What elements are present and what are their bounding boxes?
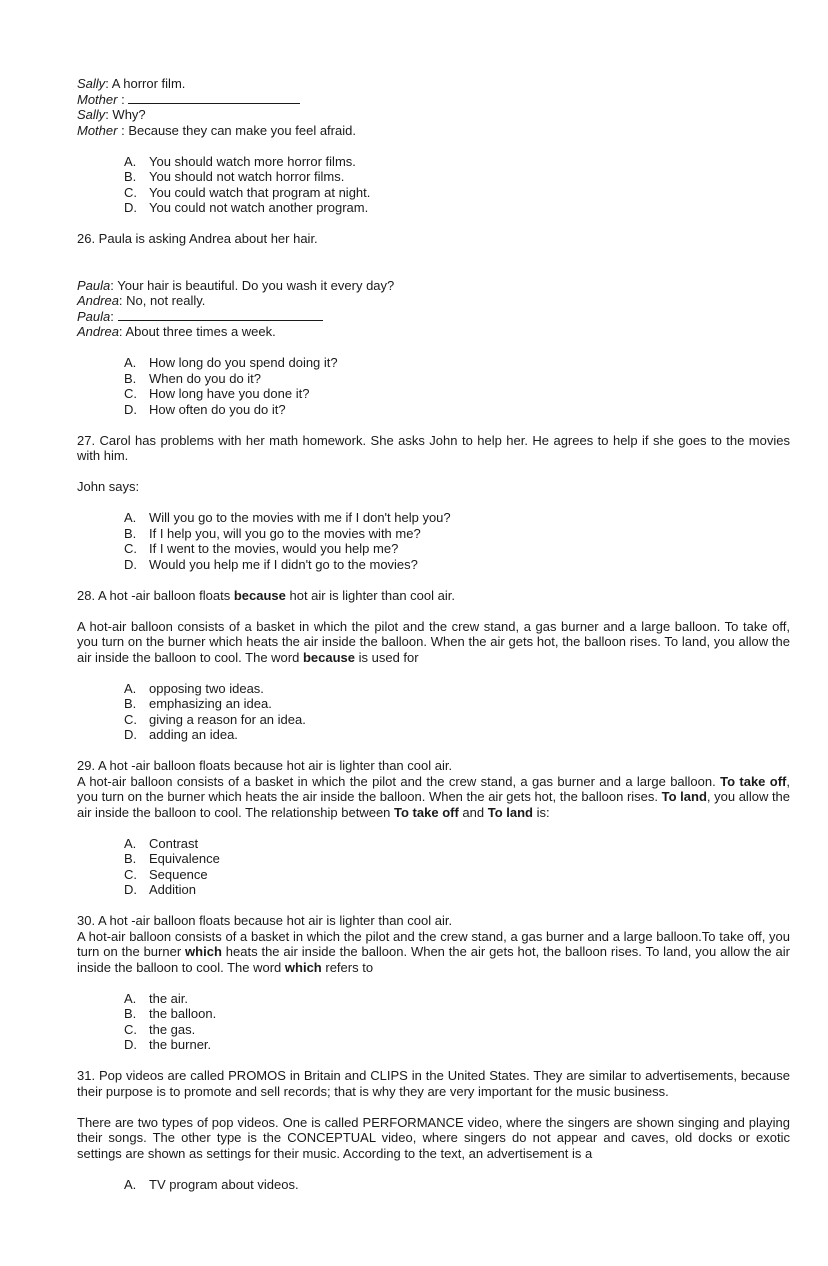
reading-passage: A hot-air balloon consists of a basket in which the pilot and the crew stand, a gas burner and a large balloon. To take off, you turn on the burner which heats the air inside the balloon. When the air gets hot, the balloon rises. To land, you allow the air inside the balloon to cool. The word because is used for — [77, 618, 790, 665]
speaker-name: Paula — [77, 277, 111, 293]
dialog-line: Andrea: No, not really. — [77, 293, 206, 308]
option-c[interactable]: C. giving a reason for an idea. — [124, 711, 306, 727]
option-c[interactable]: C. Sequence — [124, 866, 208, 882]
question-prompt: John says: — [77, 479, 140, 494]
option-d[interactable]: D. adding an idea. — [124, 727, 238, 742]
dialog-line: Paula: — [77, 309, 790, 325]
options-list — [77, 991, 790, 1053]
speaker-name: Sally — [77, 107, 106, 122]
option-a[interactable]: A. Contrast — [124, 835, 199, 851]
option-c[interactable]: C. You could watch that program at night. — [124, 184, 371, 200]
option-a[interactable]: A. opposing two ideas. — [124, 680, 264, 696]
option-d[interactable]: D. How often do you do it? — [124, 401, 286, 417]
options-list — [77, 1177, 790, 1193]
question-stem: 29. A hot -air balloon floats because hot air is lighter than cool air. — [77, 758, 453, 773]
option-d[interactable]: D. the burner. — [124, 1037, 212, 1052]
reading-passage: A hot-air balloon consists of a basket in which the pilot and the crew stand, a gas burner and a large balloon. To take off, you turn on the burner which heats the air inside the balloon. When the air gets hot, the balloon rises. To land, you allow the air inside the balloon to cool. The relationship between To take off and To land is: — [77, 773, 791, 820]
option-b[interactable]: B. emphasizing an idea. — [124, 696, 272, 711]
speaker-name: Andrea — [77, 293, 119, 308]
dialog-paula-andrea — [77, 278, 790, 340]
document-page — [77, 76, 790, 1192]
dialog-line: Andrea: About three times a week. — [77, 324, 276, 339]
options-list — [77, 681, 790, 743]
speaker-name: Mother — [77, 91, 118, 107]
question-stem: 26. Paula is asking Andrea about her hair. — [77, 231, 318, 246]
reading-passage: A hot-air balloon consists of a basket in which the pilot and the crew stand, a gas burner and a large balloon.To take off, you turn on the burner which heats the air inside the balloon. When the air gets hot, the balloon rises. To land, you allow the air inside the balloon to cool. The word which refers to — [77, 928, 790, 975]
option-b[interactable]: B. When do you do it? — [124, 370, 262, 386]
dialog-sally-mother — [77, 76, 790, 138]
dialog-line: Paula: Your hair is beautiful. Do you wash it every day? — [77, 277, 395, 293]
option-b[interactable]: B. the balloon. — [124, 1006, 217, 1021]
option-a[interactable]: A. You should watch more horror films. — [124, 153, 356, 169]
option-d[interactable]: D. You could not watch another program. — [124, 200, 369, 215]
option-a[interactable]: A. Will you go to the movies with me if I don't help you? — [124, 510, 451, 525]
options-list — [77, 510, 790, 572]
option-c[interactable]: C. If I went to the movies, would you help me? — [124, 541, 399, 556]
option-b[interactable]: B. You should not watch horror films. — [124, 169, 345, 184]
dialog-line: Sally: Why? — [77, 107, 146, 122]
options-list — [77, 355, 790, 417]
question-stem: 30. A hot -air balloon floats because hot air is lighter than cool air. — [77, 913, 453, 928]
option-a[interactable]: A. the air. — [124, 990, 189, 1006]
option-b[interactable]: B. If I help you, will you go to the movies with me? — [124, 525, 421, 541]
options-list — [77, 836, 790, 898]
speaker-name: Paula — [77, 308, 111, 324]
question-stem: 28. A hot -air balloon floats because hot air is lighter than cool air. — [77, 587, 455, 603]
reading-passage: There are two types of pop videos. One is called PERFORMANCE video, where the singers are shown singing and playing their songs. The other type is the CONCEPTUAL video, where singers do not appear and caves, old docks or exotic settings are shown as settings for their music. According to the text, an advertisement is a — [77, 1114, 790, 1161]
option-b[interactable]: B. Equivalence — [124, 851, 220, 866]
answer-blank — [118, 309, 323, 321]
option-c[interactable]: C. How long have you done it? — [124, 386, 310, 401]
answer-blank — [128, 92, 300, 104]
dialog-line: Mother : Because they can make you feel afraid. — [77, 122, 356, 138]
option-c[interactable]: C. the gas. — [124, 1021, 196, 1037]
option-d[interactable]: D. Would you help me if I didn't go to the movies? — [124, 556, 418, 572]
options-list — [77, 154, 790, 216]
dialog-line: Sally: A horror film. — [77, 76, 186, 91]
option-a[interactable]: A. How long do you spend doing it? — [124, 355, 338, 370]
option-d[interactable]: D. Addition — [124, 882, 196, 897]
speaker-name: Andrea — [77, 324, 119, 339]
question-stem: 31. Pop videos are called PROMOS in Britain and CLIPS in the United States. They are similar to advertisements, because their purpose is to promote and sell records; that is why they are very important for the music business. — [77, 1068, 790, 1099]
speaker-name: Sally — [77, 76, 106, 91]
dialog-line: Mother : — [77, 92, 790, 108]
option-a[interactable]: A. TV program about videos. — [124, 1176, 299, 1192]
question-stem: 27. Carol has problems with her math homework. She asks John to help her. He agrees to help if she goes to the movies with him. — [77, 432, 790, 463]
speaker-name: Mother — [77, 122, 118, 138]
